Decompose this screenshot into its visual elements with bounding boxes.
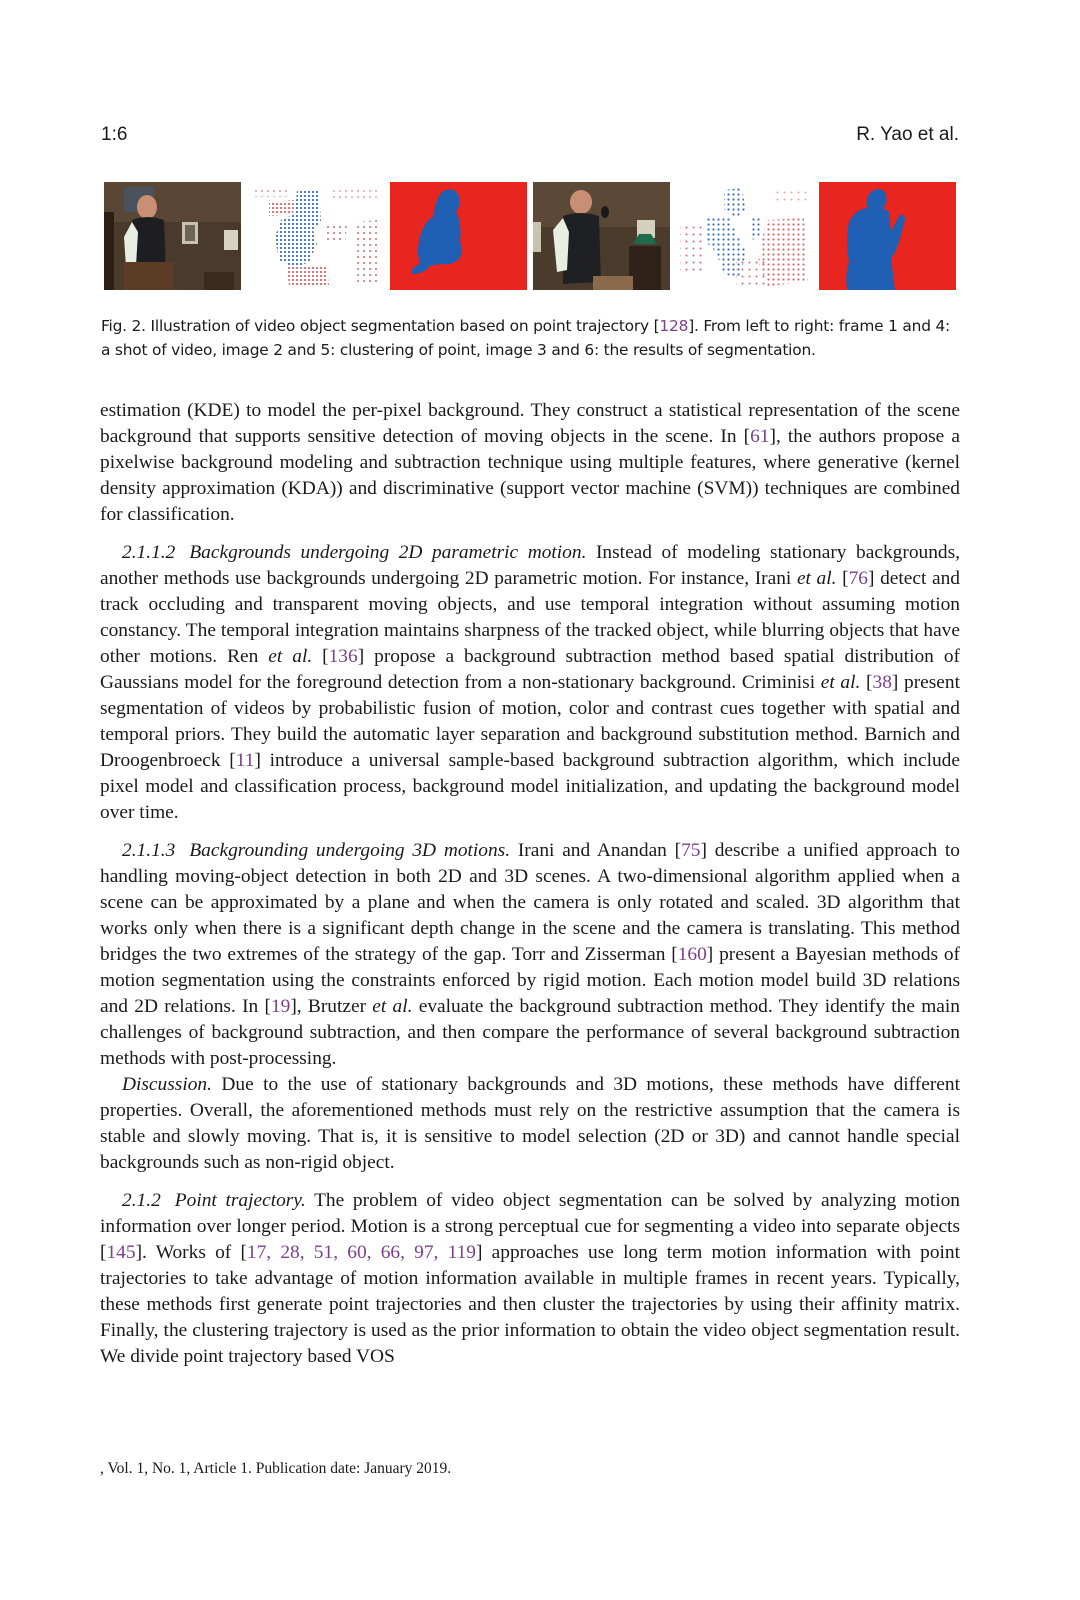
figure-caption: Fig. 2. Illustration of video object segmentation based on point trajectory [128]. From left to right: frame 1 and 4: a shot of video, image 2 and 5: clustering of point, image 3 and 6: the results of segmentation. — [101, 317, 951, 359]
citation-link[interactable]: 17, 28, 51, 60, 66, 97, 119 — [246, 1242, 476, 1263]
section-2-1-1-2: 2.1.1.2 Backgrounds undergoing 2D parametric motion. Instead of modeling stationary backgrounds, another methods use backgrounds undergoing 2D parametric motion. For instance, Irani et al. [76] detect and track occluding and transparent moving objects, and use temporal integration without assuming motion constancy. The temporal integration maintains sharpness of the tracked object, while blurring objects that have other motions. Ren et al. [136] propose a background subtraction method based spatial distribution of Gaussians model for the foreground detection from a non-stationary background. Criminisi et al. [38] present segmentation of videos by probabilistic fusion of motion, color and contrast cues together with spatial and temporal priors. They build the automatic layer separation and background substitution method. Barnich and Droogenbroeck [11] introduce a universal sample-based background subtraction algorithm, which include pixel model and classification process, background model initialization, and updating the background model over time. — [100, 542, 960, 823]
section-number: 2.1.2 — [122, 1190, 161, 1211]
point-clustering-image — [676, 182, 813, 290]
citation-link[interactable]: 76 — [848, 568, 868, 589]
citation-link[interactable]: 75 — [681, 840, 701, 861]
citation-link[interactable]: 160 — [677, 944, 707, 965]
citation-link[interactable]: 136 — [328, 646, 358, 667]
segmentation-mask-image — [390, 182, 527, 290]
page-number: 1:6 — [101, 124, 128, 145]
section-title: Backgrounding undergoing 3D motions. — [189, 840, 511, 861]
figure-panel-frame-1 — [104, 182, 241, 290]
figure-2 — [104, 182, 956, 290]
figure-panel-frame-4 — [533, 182, 670, 290]
section-number: 2.1.1.3 — [122, 840, 176, 861]
paragraph-kde: estimation (KDE) to model the per-pixel background. They construct a statistical representation of the scene background that supports sensitive detection of moving objects in the scene. In [61], the authors propose a pixelwise background modeling and subtraction technique using multiple features, where generative (kernel density approximation (KDA)) and discriminative (support vector machine (SVM)) techniques are combined for classification. — [100, 400, 960, 525]
discussion-title: Discussion. — [122, 1074, 212, 1095]
figure-panel-segmentation-6 — [819, 182, 956, 290]
video-frame-image — [533, 182, 670, 290]
point-clustering-image — [247, 182, 384, 290]
section-number: 2.1.1.2 — [122, 542, 176, 563]
body-text — [100, 398, 960, 1370]
citation-link[interactable]: 128 — [659, 317, 689, 335]
section-2-1-2: 2.1.2 Point trajectory. The problem of video object segmentation can be solved by analyzing motion information over longer period. Motion is a strong perceptual cue for segmenting a video into separate objects [145]. Works of [17, 28, 51, 60, 66, 97, 119] approaches use long term motion information with point trajectories to take advantage of motion information available in multiple frames in recent years. Typically, these methods first generate point trajectories and then cluster the trajectories by using their affinity matrix. Finally, the clustering trajectory is used as the prior information to obtain the video object segmentation result. We divide point trajectory based VOS — [100, 1190, 960, 1367]
segmentation-mask-image — [819, 182, 956, 290]
figure-panel-segmentation-3 — [390, 182, 527, 290]
video-frame-image — [104, 182, 241, 290]
running-header — [101, 124, 959, 152]
running-authors: R. Yao et al. — [856, 124, 959, 145]
figure-panel-clustering-2 — [247, 182, 384, 290]
citation-link[interactable]: 11 — [235, 750, 255, 771]
discussion-paragraph: Discussion. Due to the use of stationary backgrounds and 3D motions, these methods have different properties. Overall, the aforementioned methods must rely on the restrictive assumption that the camera is stable and slowly moving. That is, it is sensitive to model selection (2D or 3D) and cannot handle special backgrounds such as non-rigid object. — [100, 1074, 960, 1173]
page-footer: , Vol. 1, No. 1, Article 1. Publication date: January 2019. — [100, 1460, 452, 1477]
citation-link[interactable]: 38 — [872, 672, 892, 693]
figure-panel-clustering-5 — [676, 182, 813, 290]
citation-link[interactable]: 61 — [750, 426, 770, 447]
citation-link[interactable]: 19 — [270, 996, 291, 1017]
citation-link[interactable]: 145 — [106, 1242, 136, 1263]
section-2-1-1-3: 2.1.1.3 Backgrounding undergoing 3D motions. Irani and Anandan [75] describe a unified approach to handling moving-object detection in both 2D and 3D scenes. A two-dimensional algorithm applied when a scene can be approximated by a plane and when the camera is only rotated and scaled. 3D algorithm that works only when there is a significant depth change in the scene and the camera is translating. This method bridges the two extremes of the strategy of the gap. Torr and Zisserman [160] present a Bayesian methods of motion segmentation using the constraints enforced by rigid motion. Each motion model build 3D relations and 2D relations. In [19], Brutzer et al. evaluate the background subtraction method. They identify the main challenges of background subtraction, and then compare the performance of several background subtraction methods with post-processing. — [100, 840, 960, 1069]
section-title: Point trajectory. — [174, 1190, 306, 1211]
section-title: Backgrounds undergoing 2D parametric motion. — [189, 542, 587, 563]
